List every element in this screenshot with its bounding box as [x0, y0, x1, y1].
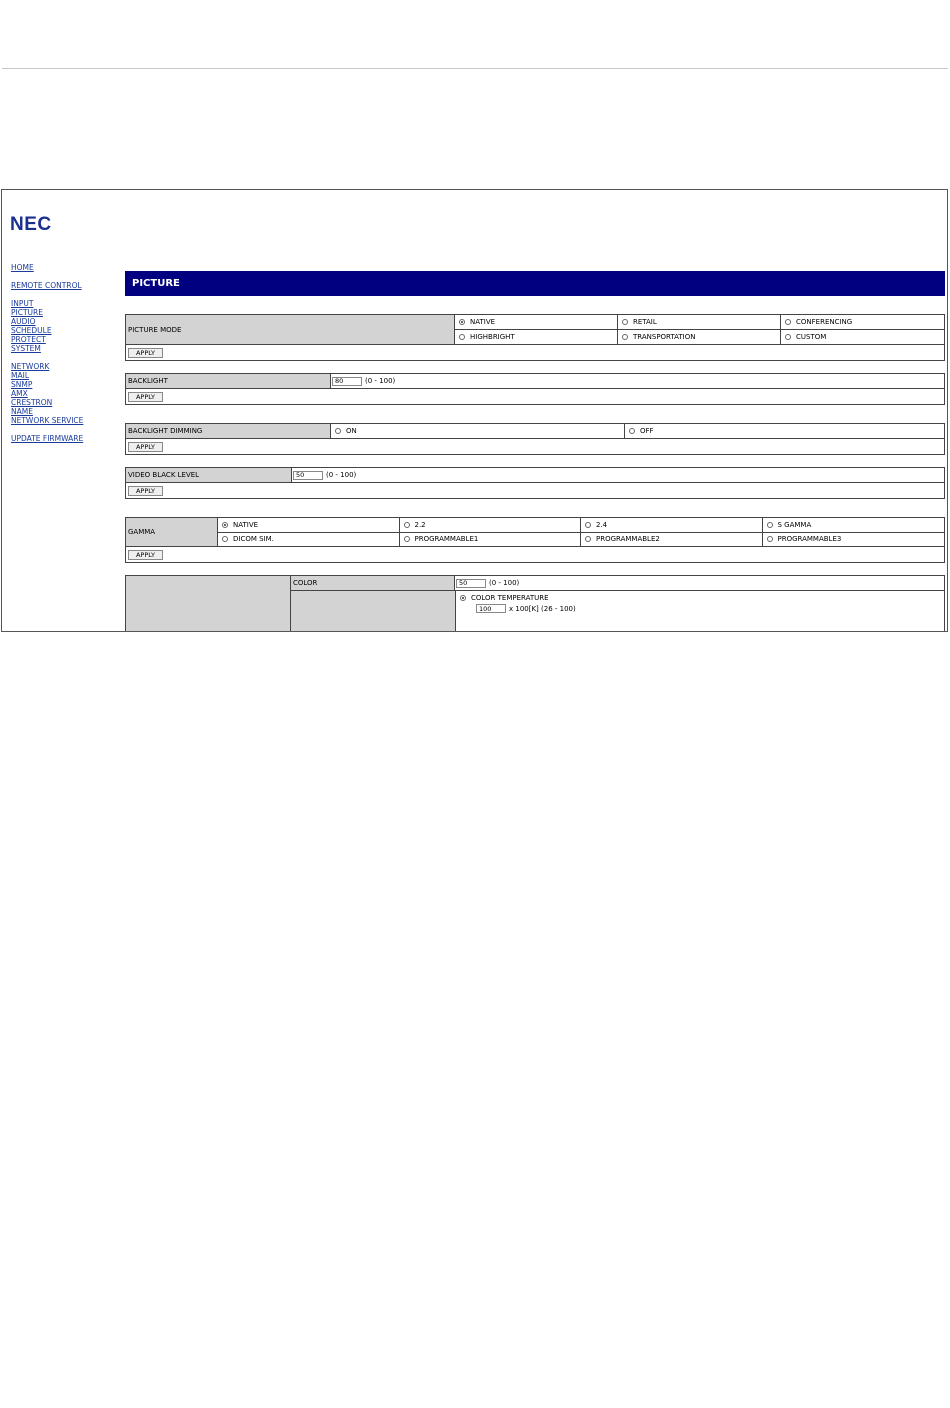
gamma-option-2-4[interactable]: 2.4 [581, 518, 763, 533]
radio-selected-icon[interactable] [460, 595, 466, 601]
radio-icon[interactable] [404, 536, 410, 542]
radio-icon[interactable] [767, 522, 773, 528]
picture-mode-option-conferencing[interactable]: CONFERENCING [781, 315, 944, 330]
video-black-level-section [125, 467, 945, 499]
radio-icon[interactable] [459, 334, 465, 340]
picture-mode-apply-button[interactable]: APPLY [128, 348, 163, 358]
nav-audio[interactable]: AUDIO [11, 317, 36, 326]
radio-selected-icon[interactable] [222, 522, 228, 528]
picture-mode-label: PICTURE MODE [126, 315, 455, 344]
picture-mode-option-custom[interactable]: CUSTOM [781, 330, 944, 344]
color-section [125, 575, 945, 632]
nav-network-service[interactable]: NETWORK SERVICE [11, 416, 84, 425]
radio-icon[interactable] [222, 536, 228, 542]
radio-icon[interactable] [622, 334, 628, 340]
backlight-dimming-section [125, 423, 945, 455]
radio-icon[interactable] [785, 334, 791, 340]
nav-home[interactable]: HOME [11, 263, 34, 272]
nav-crestron[interactable]: CRESTRON [11, 398, 53, 407]
gamma-option-dicom-sim[interactable]: DICOM SIM. [218, 533, 400, 547]
nav-network[interactable]: NETWORK [11, 362, 50, 371]
nec-logo: NEC [10, 214, 52, 235]
picture-mode-option-retail[interactable]: RETAIL [618, 315, 781, 330]
picture-mode-option-native[interactable]: NATIVE [455, 315, 618, 330]
backlight-dimming-apply-button[interactable]: APPLY [128, 442, 163, 452]
picture-mode-option-highbright[interactable]: HIGHBRIGHT [455, 330, 618, 344]
sidebar-nav [11, 263, 111, 443]
color-input[interactable] [456, 579, 486, 588]
radio-selected-icon[interactable] [459, 319, 465, 325]
gamma-option-programmable3[interactable]: PROGRAMMABLE3 [763, 533, 945, 547]
picture-mode-option-transportation[interactable]: TRANSPORTATION [618, 330, 781, 344]
gamma-option-s-gamma[interactable]: S GAMMA [763, 518, 945, 533]
nav-name[interactable]: NAME [11, 407, 33, 416]
gamma-label: GAMMA [126, 518, 218, 546]
color-temperature-label-cell [291, 591, 456, 632]
nav-amx[interactable]: AMX [11, 389, 28, 398]
main-content [125, 271, 945, 632]
nav-mail[interactable]: MAIL [11, 371, 29, 380]
video-black-level-label: VIDEO BLACK LEVEL [126, 468, 292, 482]
color-label: COLOR [291, 576, 455, 590]
gamma-option-2-2[interactable]: 2.2 [400, 518, 582, 533]
video-black-level-range: (0 - 100) [326, 471, 357, 479]
gamma-section [125, 517, 945, 563]
radio-icon[interactable] [404, 522, 410, 528]
gamma-apply-button[interactable]: APPLY [128, 550, 163, 560]
radio-icon[interactable] [585, 522, 591, 528]
gamma-option-native[interactable]: NATIVE [218, 518, 400, 533]
backlight-dimming-option-on[interactable]: ON [331, 424, 625, 438]
nav-system[interactable]: SYSTEM [11, 344, 41, 353]
radio-icon[interactable] [622, 319, 628, 325]
nav-input[interactable]: INPUT [11, 299, 34, 308]
radio-icon[interactable] [585, 536, 591, 542]
nav-snmp[interactable]: SNMP [11, 380, 33, 389]
top-divider [2, 68, 948, 69]
radio-icon[interactable] [629, 428, 635, 434]
page-title: PICTURE [125, 271, 945, 296]
color-temperature-range: x 100[K] (26 - 100) [509, 604, 576, 613]
nav-remote-control[interactable]: REMOTE CONTROL [11, 281, 82, 290]
gamma-option-programmable2[interactable]: PROGRAMMABLE2 [581, 533, 763, 547]
video-black-level-input[interactable] [293, 471, 323, 480]
video-black-level-apply-button[interactable]: APPLY [128, 486, 163, 496]
picture-mode-section [125, 314, 945, 361]
backlight-apply-button[interactable]: APPLY [128, 392, 163, 402]
backlight-label: BACKLIGHT [126, 374, 331, 388]
backlight-section [125, 373, 945, 405]
backlight-dimming-label: BACKLIGHT DIMMING [126, 424, 331, 438]
color-range: (0 - 100) [489, 579, 520, 587]
nav-schedule[interactable]: SCHEDULE [11, 326, 52, 335]
radio-icon[interactable] [785, 319, 791, 325]
gamma-option-programmable1[interactable]: PROGRAMMABLE1 [400, 533, 582, 547]
color-group-label-cell [126, 576, 291, 632]
backlight-range: (0 - 100) [365, 377, 396, 385]
radio-icon[interactable] [335, 428, 341, 434]
nav-protect[interactable]: PROTECT [11, 335, 46, 344]
radio-icon[interactable] [767, 536, 773, 542]
nav-update-firmware[interactable]: UPDATE FIRMWARE [11, 434, 84, 443]
color-temperature-option[interactable]: COLOR TEMPERATURE [460, 594, 940, 602]
backlight-dimming-option-off[interactable]: OFF [625, 424, 944, 438]
browser-frame [1, 189, 948, 632]
nav-picture[interactable]: PICTURE [11, 308, 43, 317]
color-temperature-input[interactable] [476, 604, 506, 613]
backlight-input[interactable] [332, 377, 362, 386]
